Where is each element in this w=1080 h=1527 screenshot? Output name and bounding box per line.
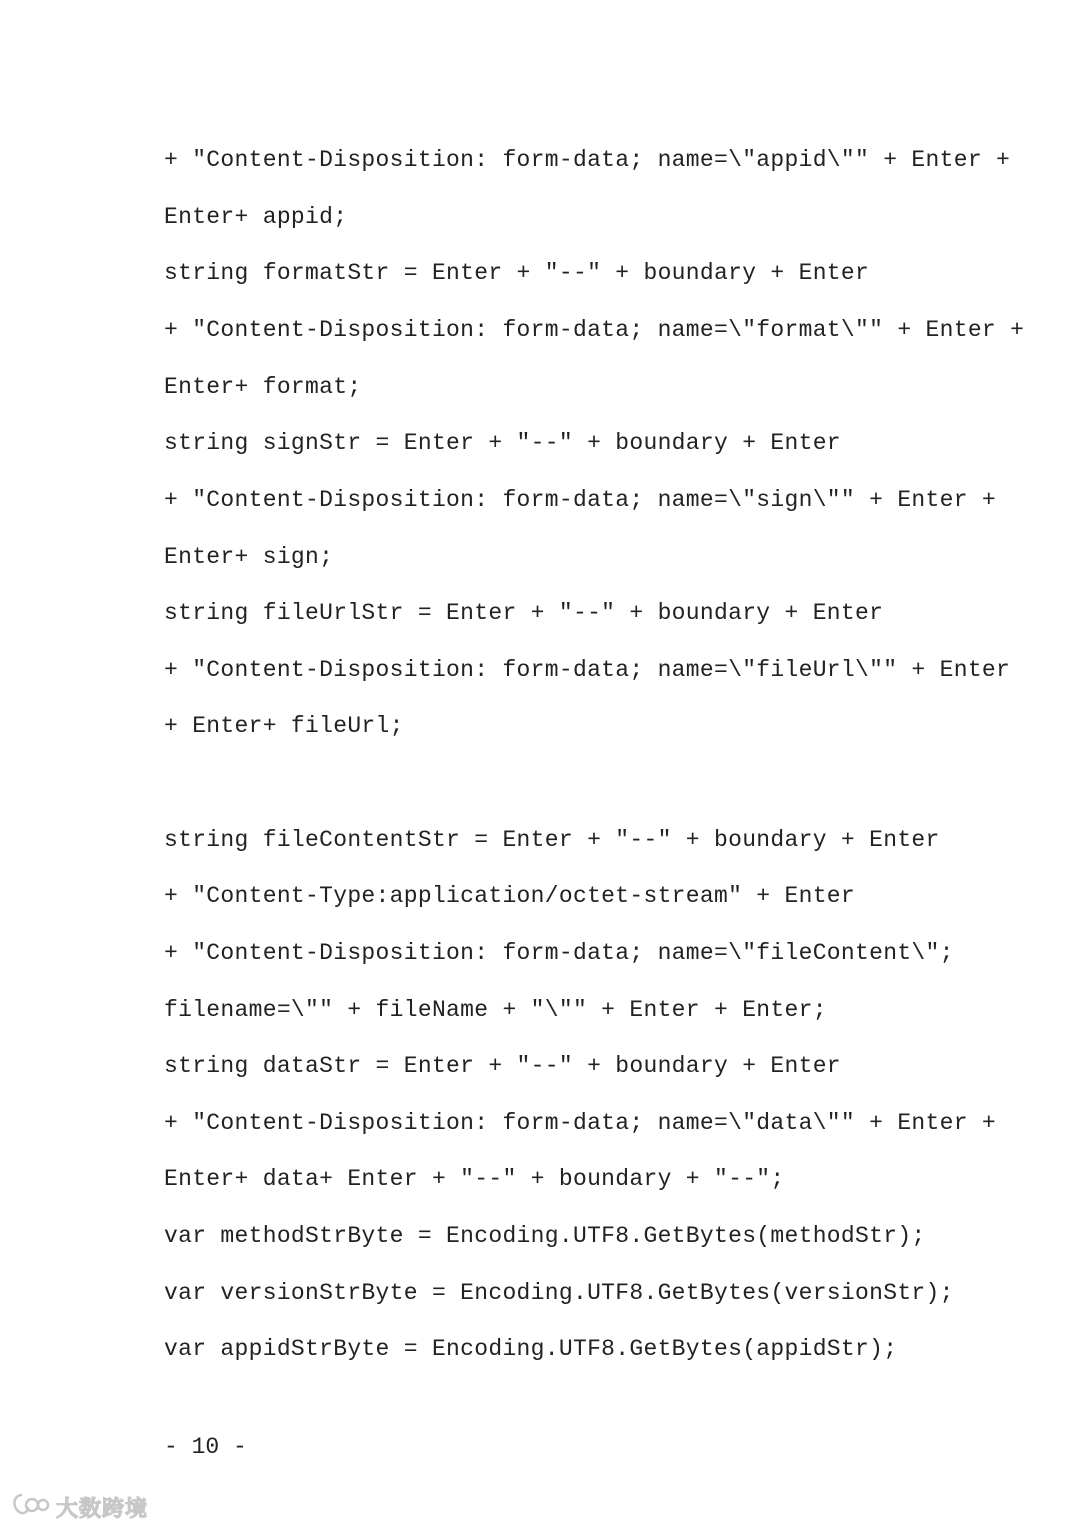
- code-line: Enter+ appid;: [164, 204, 348, 230]
- code-line: + "Content-Disposition: form-data; name=\"appid\"" + Enter +: [164, 147, 1011, 173]
- code-line: + "Content-Type:application/octet-stream" + Enter: [164, 883, 856, 909]
- code-line: + "Content-Disposition: form-data; name=\"format\"" + Enter +: [164, 317, 1025, 343]
- watermark: [10, 1490, 148, 1524]
- code-line: string formatStr = Enter + "--" + boundary + Enter: [164, 260, 870, 286]
- code-line: Enter+ format;: [164, 374, 362, 400]
- code-line: var versionStrByte = Encoding.UTF8.GetBytes(versionStr);: [164, 1280, 954, 1306]
- code-line: + "Content-Disposition: form-data; name=\"fileUrl\"" + Enter: [164, 657, 1011, 683]
- code-line: + "Content-Disposition: form-data; name=\"data\"" + Enter +: [164, 1110, 997, 1136]
- code-line: var methodStrByte = Encoding.UTF8.GetBytes(methodStr);: [164, 1223, 926, 1249]
- code-line: + "Content-Disposition: form-data; name=\"sign\"" + Enter +: [164, 487, 997, 513]
- code-line: string dataStr = Enter + "--" + boundary + Enter: [164, 1053, 841, 1079]
- code-line: + "Content-Disposition: form-data; name=\"fileContent\";: [164, 940, 954, 966]
- code-line: string fileUrlStr = Enter + "--" + boundary + Enter: [164, 600, 884, 626]
- code-line: Enter+ sign;: [164, 544, 334, 570]
- code-line: var appidStrByte = Encoding.UTF8.GetBytes(appidStr);: [164, 1336, 898, 1362]
- code-line: + Enter+ fileUrl;: [164, 713, 404, 739]
- page-number: - 10 -: [164, 1434, 247, 1460]
- logo-icon: [10, 1491, 50, 1523]
- watermark-text: 大数跨境: [56, 1496, 149, 1522]
- code-line: string fileContentStr = Enter + "--" + boundary + Enter: [164, 827, 940, 853]
- code-line: filename=\"" + fileName + "\"" + Enter + Enter;: [164, 997, 827, 1023]
- code-line: Enter+ data+ Enter + "--" + boundary + "--";: [164, 1166, 785, 1192]
- code-line: string signStr = Enter + "--" + boundary + Enter: [164, 430, 841, 456]
